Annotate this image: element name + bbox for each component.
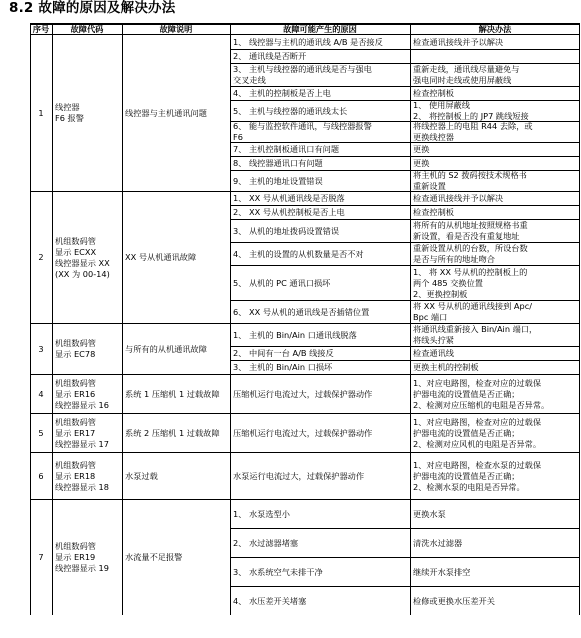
- solution-cell: [413, 324, 578, 346]
- cause-cell-line: 2、 水过滤器堵塞: [233, 537, 299, 548]
- fault-code-line: 线控器显示 18: [55, 481, 109, 492]
- cause-cell: [233, 301, 408, 323]
- fault-number: 2: [38, 252, 44, 262]
- solution-cell-line: 重新走线，通讯线尽量避免与: [413, 64, 520, 74]
- column-border: [30, 23, 31, 615]
- cause-cell: [233, 143, 408, 156]
- cause-cell: [233, 324, 408, 346]
- solution-cell: [413, 206, 578, 219]
- solution-cell-line: 检修或更换水压差开关: [413, 595, 495, 606]
- solution-cell-line: 1、 将 XX 号从机的控制板上的: [413, 266, 528, 277]
- fault-code-line: 线控器显示 XX: [55, 257, 110, 268]
- solution-cell: [413, 87, 578, 100]
- solution-cell-line: 护器电流的设置值是否正确；: [413, 470, 520, 481]
- fault-number: 7: [38, 552, 44, 562]
- fault-code: [55, 35, 121, 191]
- solution-cell: [413, 64, 578, 86]
- column-border: [579, 23, 580, 615]
- fault-number: 1: [38, 107, 44, 118]
- solution-cell-line: 更换: [413, 144, 430, 154]
- cause-cell-line: 2、 XX 号从机控制板是否上电: [233, 207, 345, 217]
- solution-cell: [413, 587, 578, 615]
- fault-code: [55, 500, 121, 615]
- solution-cell-line: 是否与所有的地址吻合: [413, 254, 495, 264]
- fault-code-line: 线控器显示 16: [55, 399, 109, 410]
- solution-cell-line: 检查通讯接线并予以解决: [413, 193, 504, 203]
- fault-code-line: 机组数码管: [55, 459, 96, 470]
- fault-code-line: 显示 ER18: [55, 470, 96, 481]
- header-solution: 解决办法: [478, 23, 512, 34]
- cause-cell: [233, 220, 408, 242]
- cause-cell: [233, 587, 408, 615]
- cause-cell: [233, 266, 408, 300]
- solution-cell: [413, 220, 578, 242]
- cause-cell-line: 7、 主机控制板通讯口有问题: [233, 144, 340, 154]
- solution-cell-line: 更换线控器: [413, 132, 454, 142]
- fault-code: [55, 414, 121, 452]
- solution-cell-line: 2、检测水泵的电阻是否异常。: [413, 481, 525, 492]
- fault-code-line: 线控器显示 19: [55, 563, 109, 573]
- cause-cell-line: 4、 水压差开关堵塞: [233, 595, 307, 606]
- cause-cell: [233, 558, 408, 586]
- solution-cell-line: 护器电流的设置值是否正确；: [413, 388, 520, 399]
- cause-cell: [233, 375, 408, 413]
- fault-code-line: 机组数码管: [55, 235, 96, 246]
- solution-cell-line: 继续开水泵排空: [413, 566, 471, 577]
- cause-cell-line: 3、 主机的 Bin/Ain 口损坏: [233, 362, 333, 372]
- solution-cell-line: 两个 485 交换位置: [413, 277, 483, 288]
- solution-cell: [413, 500, 578, 528]
- cause-cell-line: 1、 主机的 Bin/Ain 口通讯线脱落: [233, 329, 357, 340]
- solution-cell-line: 将线头拧紧: [413, 335, 454, 345]
- table-grid: [30, 23, 580, 615]
- solution-cell-line: 重新设置: [413, 181, 446, 191]
- fault-code-line: 机组数码管: [55, 541, 96, 551]
- column-border: [52, 23, 53, 615]
- solution-cell: [413, 558, 578, 586]
- solution-cell: [413, 192, 578, 205]
- fault-description: 水泵过载: [125, 470, 158, 481]
- solution-cell: [413, 375, 578, 413]
- cause-cell-line: 1、 水泵选型小: [233, 508, 290, 519]
- solution-cell: [413, 143, 578, 156]
- solution-cell-line: 更换水泵: [413, 508, 446, 519]
- fault-code-line: (XX 为 00-14): [55, 268, 110, 279]
- cause-cell: [233, 500, 408, 528]
- cause-cell-line: 3、 从机的地址拨码设置错误: [233, 225, 340, 236]
- fault-description: XX 号从机通讯故障: [125, 252, 197, 262]
- cause-cell-line: 5、 从机的 PC 通讯口损坏: [233, 277, 331, 288]
- fault-description: 系统 2 压缩机 1 过载故障: [125, 427, 220, 438]
- header-no: 序号: [32, 23, 50, 34]
- fault-code-line: 显示 ER19: [55, 552, 96, 562]
- fault-code-line: F6 报警: [55, 113, 84, 123]
- solution-cell-line: 1、对应电路图，检查水泵的过载保: [413, 459, 542, 470]
- solution-cell: [413, 529, 578, 557]
- fault-code-line: 线控器: [55, 102, 80, 112]
- cause-cell-line: 8、 线控器通讯口有问题: [233, 158, 323, 168]
- solution-cell: [413, 35, 578, 49]
- solution-cell-line: 将通讯线重新接入 Bin/Ain 端口，: [413, 324, 538, 334]
- cause-cell: [233, 157, 408, 170]
- fault-description: 系统 1 压缩机 1 过载故障: [125, 388, 220, 399]
- solution-cell: [413, 266, 578, 300]
- cause-cell-line: 3、 水系统空气未排干净: [233, 566, 323, 577]
- fault-code: [55, 453, 121, 499]
- column-border: [230, 23, 231, 615]
- fault-number: 6: [38, 470, 44, 481]
- solution-cell-line: 将主机的 S2 拨码按技术规格书: [413, 170, 527, 180]
- solution-cell: [413, 101, 578, 121]
- fault-description: 水流量不足报警: [125, 552, 183, 562]
- solution-cell-line: 护器电流的设置值是否正确；: [413, 427, 520, 438]
- fault-code-line: 机组数码管: [55, 416, 96, 427]
- cause-cell-line: 水泵运行电流过大，过载保护器动作: [233, 470, 365, 481]
- header-desc: 故障说明: [159, 23, 193, 34]
- fault-code-line: 显示 ECXX: [55, 246, 97, 257]
- solution-cell: [413, 414, 578, 452]
- fault-description: 与所有的从机通讯故障: [125, 343, 207, 354]
- solution-cell-line: 1、对应电路图，检查对应的过载保: [413, 377, 542, 388]
- solution-cell-line: 2、更换控制板: [413, 288, 468, 299]
- fault-number: 5: [38, 427, 44, 438]
- solution-cell: [413, 50, 578, 63]
- cause-cell: [233, 87, 408, 100]
- solution-cell-line: Bpc 端口: [413, 312, 448, 322]
- solution-cell-line: 将线控器上的电阻 R44 去除，或: [413, 121, 533, 131]
- cause-cell-line: 2、 通讯线是否断开: [233, 51, 307, 61]
- solution-cell-line: 2、 将控制板上的 JP7 跳线短接: [413, 111, 529, 121]
- solution-cell-line: 2、检测对应风机的电阻是否异常。: [413, 438, 542, 449]
- solution-cell-line: 更换: [413, 158, 430, 168]
- fault-code-line: 线控器显示 17: [55, 438, 109, 449]
- solution-cell-line: 检查控制板: [413, 88, 454, 98]
- cause-cell-line: 2、 中间有一台 A/B 线接反: [233, 348, 334, 358]
- section-title: 8.2 故障的原因及解决办法: [9, 0, 176, 16]
- fault-number: 4: [38, 388, 44, 399]
- solution-cell-line: 1、对应电路图，检查对应的过载保: [413, 416, 542, 427]
- solution-cell-line: 将所有的从机地址按照规格书重: [413, 220, 528, 230]
- cause-cell: [233, 453, 408, 499]
- cause-cell-line: 6、 XX 号从机的通讯线是否插错位置: [233, 306, 370, 317]
- cause-cell: [233, 414, 408, 452]
- cause-cell: [233, 529, 408, 557]
- solution-cell: [413, 243, 578, 265]
- fault-table: [30, 23, 580, 615]
- solution-cell: [413, 171, 578, 191]
- solution-cell: [413, 122, 578, 142]
- solution-cell-line: 强电同时走线或使用屏蔽线: [413, 75, 512, 85]
- cause-cell-line: 压缩机运行电流过大，过载保护器动作: [233, 427, 373, 438]
- cause-cell-line: 4、 主机的控制板是否上电: [233, 88, 331, 98]
- cause-cell-line: 1、 XX 号从机通讯线是否脱落: [233, 193, 345, 203]
- solution-cell-line: 清洗水过滤器: [413, 537, 463, 548]
- fault-code: [55, 192, 121, 323]
- solution-cell-line: 2、检测对应压缩机的电阻是否异常。: [413, 399, 550, 410]
- cause-cell-line: F6: [233, 132, 243, 142]
- fault-code-line: 显示 EC78: [55, 349, 96, 359]
- solution-cell: [413, 453, 578, 499]
- column-border: [410, 23, 411, 615]
- cause-cell: [233, 64, 408, 86]
- solution-cell-line: 检查控制板: [413, 207, 454, 217]
- cause-cell-line: 9、 主机的地址设置错误: [233, 175, 323, 186]
- cause-cell: [233, 206, 408, 219]
- fault-code-line: 显示 ER16: [55, 388, 96, 399]
- cause-cell: [233, 101, 408, 121]
- solution-cell-line: 更换主机的控制板: [413, 362, 479, 372]
- column-border: [122, 23, 123, 615]
- cause-cell: [233, 347, 408, 360]
- fault-description: 线控器与主机通讯问题: [125, 107, 207, 118]
- cause-cell: [233, 122, 408, 142]
- solution-cell: [413, 157, 578, 170]
- solution-cell: [413, 361, 578, 374]
- solution-cell-line: 检查通讯线: [413, 348, 454, 358]
- solution-cell-line: 检查通讯接线并予以解决: [413, 36, 504, 47]
- cause-cell-line: 1、 线控器与主机的通讯线 A/B 是否接反: [233, 36, 383, 47]
- cause-cell: [233, 243, 408, 265]
- fault-code-line: 显示 ER17: [55, 427, 96, 438]
- fault-code: [55, 324, 121, 374]
- cause-cell-line: 交叉走线: [233, 75, 266, 85]
- cause-cell: [233, 171, 408, 191]
- cause-cell-line: 3、 主机与线控器的通讯线是否与强电: [233, 64, 372, 74]
- cause-cell: [233, 192, 408, 205]
- header-code: 故障代码: [70, 23, 104, 34]
- solution-cell-line: 重新设置从机的台数，所设台数: [413, 243, 528, 253]
- solution-cell: [413, 347, 578, 360]
- fault-code: [55, 375, 121, 413]
- solution-cell: [413, 301, 578, 323]
- header-cause: 故障可能产生的原因: [283, 23, 357, 34]
- cause-cell-line: 5、 主机与线控器的通讯线太长: [233, 105, 348, 116]
- fault-number: 3: [38, 343, 44, 354]
- cause-cell: [233, 361, 408, 374]
- cause-cell: [233, 35, 408, 49]
- cause-cell: [233, 50, 408, 63]
- cause-cell-line: 压缩机运行电流过大，过载保护器动作: [233, 388, 373, 399]
- cause-cell-line: 4、 主机的设置的从机数量是否不对: [233, 248, 364, 259]
- fault-code-line: 机组数码管: [55, 377, 96, 388]
- fault-code-line: 机组数码管: [55, 338, 96, 348]
- solution-cell-line: 新设置，看是否没有重复地址: [413, 231, 520, 241]
- solution-cell-line: 将 XX 号从机的通讯线接到 Apc/: [413, 301, 532, 311]
- solution-cell-line: 1、 使用屏蔽线: [413, 100, 470, 110]
- cause-cell-line: 6、 能与监控软件通讯，与线控器报警: [233, 121, 372, 131]
